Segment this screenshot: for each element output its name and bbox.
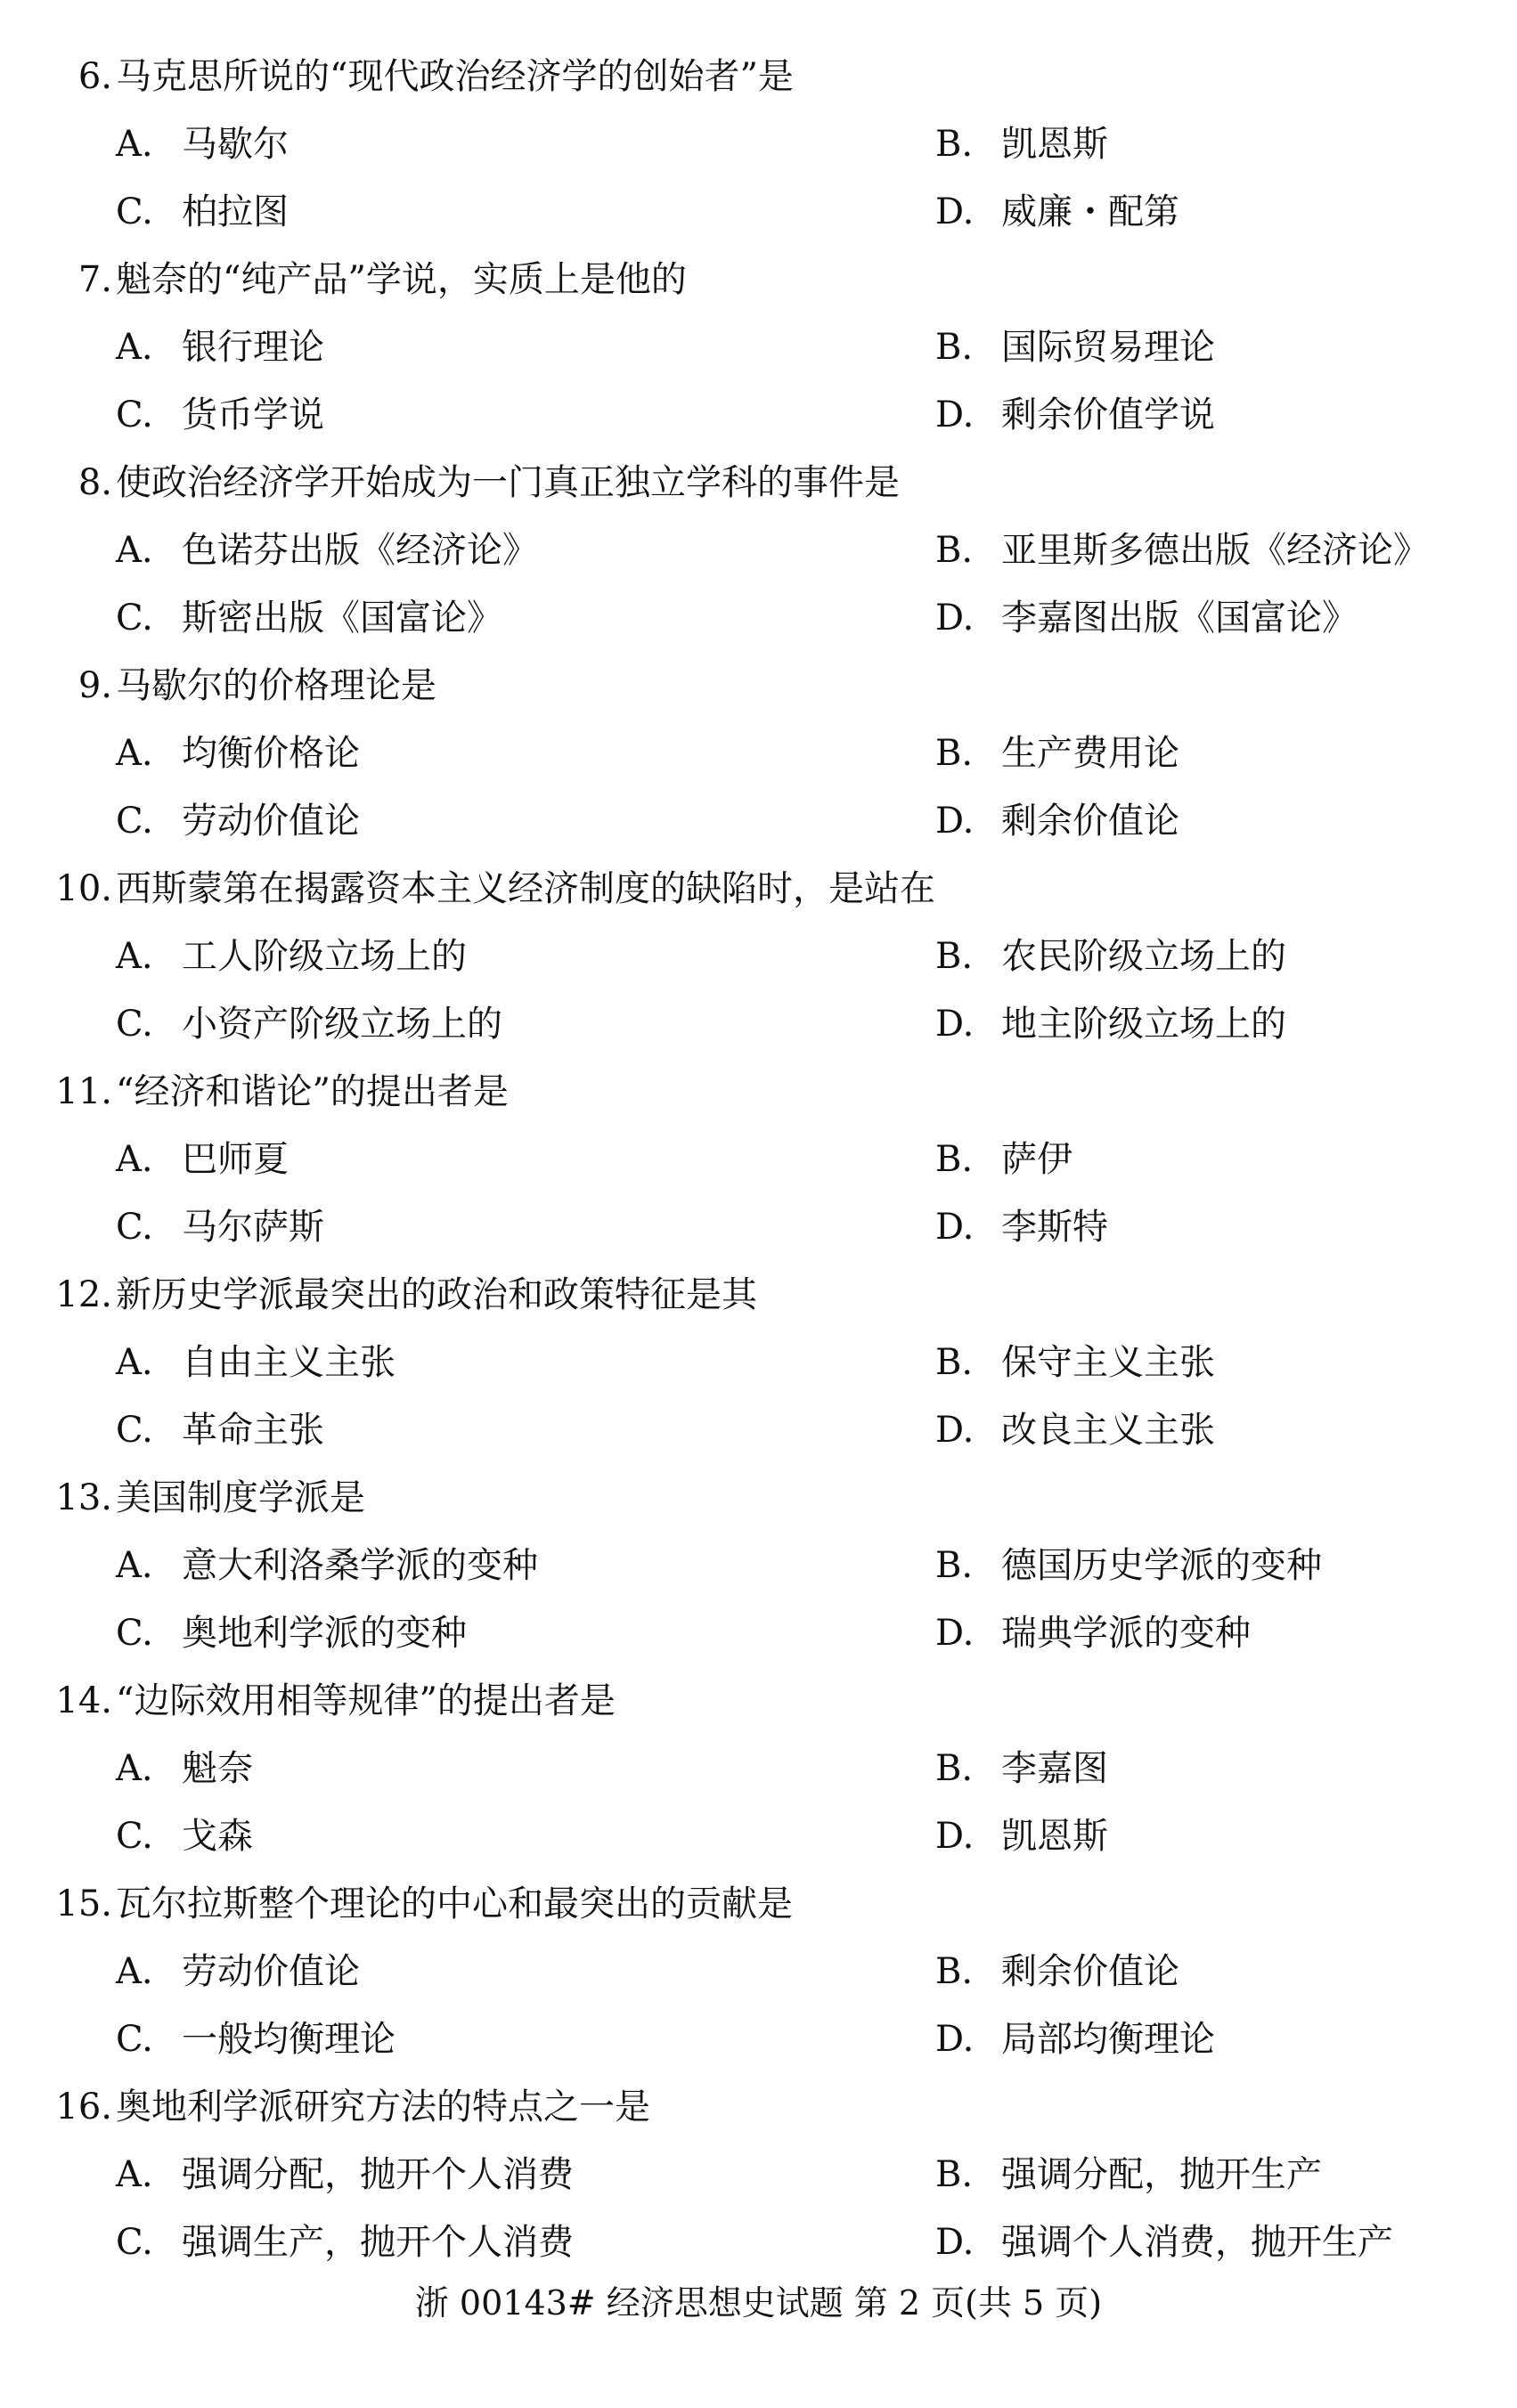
- option-text: 改良主义主张: [1001, 1410, 1215, 1451]
- option-text: 一般均衡理论: [182, 2019, 396, 2060]
- option-letter: D.: [935, 2019, 975, 2060]
- question-number: 7.: [77, 259, 112, 300]
- option-letter: A.: [116, 124, 153, 165]
- option-text: 革命主张: [182, 1410, 324, 1451]
- question-number: 15.: [55, 1883, 112, 1924]
- option-letter: C.: [116, 191, 153, 232]
- question-number: 14.: [55, 1680, 112, 1721]
- option-item: [935, 720, 1179, 787]
- option-letter: A.: [116, 327, 153, 368]
- option-row: [116, 720, 1480, 787]
- option-letter: C.: [116, 1410, 153, 1451]
- option-text: 瑞典学派的变种: [1001, 1613, 1251, 1654]
- question-item: [55, 652, 1480, 855]
- question-stem: [55, 652, 1480, 720]
- option-letter: C.: [116, 801, 153, 842]
- option-group: [55, 923, 1480, 1058]
- option-letter: A.: [116, 1545, 153, 1586]
- option-text: 意大利洛桑学派的变种: [182, 1545, 538, 1586]
- option-text: 自由主义主张: [182, 1342, 396, 1383]
- option-item: [935, 923, 1286, 990]
- option-text: 强调分配，抛开个人消费: [182, 2154, 574, 2195]
- option-item: [935, 1938, 1179, 2005]
- page-footer: 浙 00143# 经济思想史试题 第 2 页(共 5 页): [414, 2283, 1103, 2323]
- option-letter: B.: [935, 124, 974, 165]
- option-letter: D.: [935, 1207, 975, 1248]
- option-letter: A.: [116, 530, 153, 571]
- question-number: 9.: [77, 665, 112, 706]
- option-letter: A.: [116, 1748, 153, 1789]
- option-letter: B.: [935, 1545, 974, 1586]
- question-number: 6.: [77, 56, 112, 97]
- option-item: [116, 923, 467, 990]
- option-row: [116, 1802, 1480, 1870]
- option-row: [116, 1599, 1480, 1667]
- question-stem: [55, 43, 1480, 110]
- option-item: [116, 110, 289, 178]
- question-item: [55, 449, 1480, 652]
- option-row: [116, 990, 1480, 1058]
- option-letter: A.: [116, 2154, 153, 2195]
- option-item: [116, 313, 324, 381]
- option-letter: C.: [116, 2019, 153, 2060]
- option-letter: D.: [935, 1816, 975, 1857]
- question-text: “经济和谐论”的提出者是: [116, 1071, 509, 1112]
- option-row: [116, 2005, 1480, 2073]
- option-row: [116, 2209, 1480, 2276]
- option-text: 剩余价值论: [1001, 1951, 1179, 1992]
- question-list: [55, 43, 1480, 2276]
- option-item: [935, 381, 1215, 449]
- option-text: 保守主义主张: [1001, 1342, 1215, 1383]
- question-stem: [55, 1870, 1480, 1938]
- option-letter: A.: [116, 1951, 153, 1992]
- option-text: 马尔萨斯: [182, 1207, 324, 1248]
- option-row: [116, 178, 1480, 246]
- question-item: [55, 855, 1480, 1058]
- option-text: 李嘉图出版《国富论》: [1001, 598, 1358, 639]
- option-text: 农民阶级立场上的: [1001, 936, 1286, 977]
- option-row: [116, 313, 1480, 381]
- option-item: [116, 1193, 324, 1261]
- question-item: [55, 43, 1480, 246]
- option-item: [116, 584, 502, 652]
- option-item: [935, 1126, 1073, 1193]
- question-stem: [55, 246, 1480, 313]
- question-item: [55, 2073, 1480, 2276]
- option-item: [116, 2209, 574, 2276]
- option-text: 工人阶级立场上的: [182, 936, 467, 977]
- option-letter: D.: [935, 1613, 975, 1654]
- option-item: [935, 313, 1215, 381]
- option-item: [116, 1938, 360, 2005]
- option-item: [116, 787, 360, 855]
- option-item: [935, 110, 1108, 178]
- question-item: [55, 1667, 1480, 1870]
- option-text: 奥地利学派的变种: [182, 1613, 467, 1654]
- option-row: [116, 1735, 1480, 1802]
- option-text: 劳动价值论: [182, 1951, 360, 1992]
- option-row: [116, 381, 1480, 449]
- option-item: [116, 1329, 396, 1396]
- option-group: [55, 313, 1480, 449]
- option-letter: C.: [116, 1613, 153, 1654]
- option-letter: D.: [935, 395, 975, 435]
- question-text: 马克思所说的“现代政治经济学的创始者”是: [116, 56, 794, 97]
- option-item: [116, 1396, 324, 1464]
- option-text: 色诺芬出版《经济论》: [182, 530, 538, 571]
- question-text: 使政治经济学开始成为一门真正独立学科的事件是: [116, 462, 900, 503]
- option-row: [116, 2141, 1480, 2209]
- option-item: [116, 1599, 467, 1667]
- option-item: [116, 2141, 574, 2209]
- question-number: 13.: [55, 1477, 112, 1518]
- option-letter: B.: [935, 1951, 974, 1992]
- option-text: 国际贸易理论: [1001, 327, 1215, 368]
- question-stem: [55, 1667, 1480, 1735]
- option-letter: B.: [935, 936, 974, 977]
- option-text: 威廉・配第: [1001, 191, 1179, 232]
- option-text: 地主阶级立场上的: [1001, 1004, 1286, 1045]
- question-text: 奥地利学派研究方法的特点之一是: [116, 2087, 650, 2127]
- option-group: [55, 720, 1480, 855]
- option-letter: C.: [116, 1816, 153, 1857]
- option-row: [116, 787, 1480, 855]
- question-text: 新历史学派最突出的政治和政策特征是其: [116, 1274, 757, 1315]
- option-text: 马歇尔: [182, 124, 289, 165]
- option-letter: B.: [935, 1342, 974, 1383]
- option-group: [55, 1532, 1480, 1667]
- option-group: [55, 1329, 1480, 1464]
- option-letter: C.: [116, 598, 153, 639]
- option-text: 戈森: [182, 1816, 253, 1857]
- question-stem: [55, 449, 1480, 517]
- question-text: 魁奈的“纯产品”学说，实质上是他的: [116, 259, 687, 300]
- option-text: 巴师夏: [182, 1139, 289, 1180]
- question-number: 16.: [55, 2087, 112, 2127]
- question-stem: [55, 1464, 1480, 1532]
- question-number: 12.: [55, 1274, 112, 1315]
- option-text: 强调生产，抛开个人消费: [182, 2222, 574, 2263]
- option-text: 劳动价值论: [182, 801, 360, 842]
- question-text: “边际效用相等规律”的提出者是: [116, 1680, 616, 1721]
- question-stem: [55, 2073, 1480, 2141]
- question-item: [55, 1058, 1480, 1261]
- option-letter: A.: [116, 733, 153, 774]
- option-item: [116, 1735, 253, 1802]
- option-group: [55, 2141, 1480, 2276]
- option-text: 剩余价值学说: [1001, 395, 1215, 435]
- option-row: [116, 1396, 1480, 1464]
- option-letter: C.: [116, 1004, 153, 1045]
- option-item: [935, 1396, 1215, 1464]
- option-item: [116, 990, 502, 1058]
- option-text: 货币学说: [182, 395, 324, 435]
- option-text: 局部均衡理论: [1001, 2019, 1215, 2060]
- option-row: [116, 1938, 1480, 2005]
- option-group: [55, 517, 1480, 652]
- option-item: [116, 1126, 289, 1193]
- option-item: [935, 1532, 1322, 1599]
- option-text: 李嘉图: [1001, 1748, 1108, 1789]
- option-row: [116, 1329, 1480, 1396]
- option-letter: A.: [116, 936, 153, 977]
- question-stem: [55, 1261, 1480, 1329]
- option-item: [935, 1329, 1215, 1396]
- option-item: [935, 584, 1358, 652]
- question-number: 8.: [77, 462, 112, 503]
- question-text: 美国制度学派是: [116, 1477, 365, 1518]
- option-letter: B.: [935, 530, 974, 571]
- option-item: [935, 1599, 1251, 1667]
- option-letter: C.: [116, 395, 153, 435]
- question-stem: [55, 855, 1480, 923]
- option-text: 强调个人消费，抛开生产: [1001, 2222, 1393, 2263]
- option-letter: D.: [935, 2222, 975, 2263]
- option-text: 斯密出版《国富论》: [182, 598, 502, 639]
- option-letter: B.: [935, 1748, 974, 1789]
- option-item: [935, 1735, 1108, 1802]
- option-group: [55, 1735, 1480, 1870]
- option-row: [116, 923, 1480, 990]
- option-row: [116, 517, 1480, 584]
- option-letter: C.: [116, 2222, 153, 2263]
- option-group: [55, 1938, 1480, 2073]
- option-row: [116, 1193, 1480, 1261]
- option-item: [116, 517, 538, 584]
- option-item: [935, 1193, 1108, 1261]
- question-item: [55, 1464, 1480, 1667]
- option-letter: D.: [935, 1410, 975, 1451]
- option-text: 柏拉图: [182, 191, 289, 232]
- question-text: 马歇尔的价格理论是: [116, 665, 436, 706]
- option-row: [116, 1532, 1480, 1599]
- option-letter: C.: [116, 1207, 153, 1248]
- option-text: 德国历史学派的变种: [1001, 1545, 1322, 1586]
- option-text: 银行理论: [182, 327, 324, 368]
- option-letter: B.: [935, 733, 974, 774]
- option-row: [116, 110, 1480, 178]
- question-text: 西斯蒙第在揭露资本主义经济制度的缺陷时，是站在: [116, 868, 935, 909]
- option-row: [116, 584, 1480, 652]
- option-letter: B.: [935, 1139, 974, 1180]
- option-text: 凯恩斯: [1001, 124, 1108, 165]
- option-group: [55, 1126, 1480, 1261]
- option-item: [935, 1802, 1108, 1870]
- option-text: 萨伊: [1001, 1139, 1073, 1180]
- option-text: 生产费用论: [1001, 733, 1179, 774]
- option-text: 均衡价格论: [182, 733, 360, 774]
- option-letter: D.: [935, 801, 975, 842]
- option-letter: B.: [935, 2154, 974, 2195]
- option-text: 小资产阶级立场上的: [182, 1004, 502, 1045]
- option-letter: D.: [935, 191, 975, 232]
- question-stem: [55, 1058, 1480, 1126]
- option-group: [55, 110, 1480, 246]
- option-letter: D.: [935, 1004, 975, 1045]
- option-item: [116, 720, 360, 787]
- question-number: 11.: [55, 1071, 112, 1112]
- option-text: 剩余价值论: [1001, 801, 1179, 842]
- question-item: [55, 1870, 1480, 2073]
- option-item: [935, 2141, 1322, 2209]
- question-item: [55, 1261, 1480, 1464]
- option-letter: A.: [116, 1139, 153, 1180]
- option-item: [935, 2209, 1393, 2276]
- option-text: 亚里斯多德出版《经济论》: [1001, 530, 1429, 571]
- option-item: [935, 990, 1286, 1058]
- option-item: [116, 1802, 253, 1870]
- option-letter: B.: [935, 327, 974, 368]
- option-item: [116, 178, 289, 246]
- option-text: 魁奈: [182, 1748, 253, 1789]
- option-item: [116, 2005, 396, 2073]
- question-text: 瓦尔拉斯整个理论的中心和最突出的贡献是: [116, 1883, 793, 1924]
- question-number: 10.: [55, 868, 112, 909]
- option-text: 强调分配，抛开生产: [1001, 2154, 1322, 2195]
- option-row: [116, 1126, 1480, 1193]
- option-text: 李斯特: [1001, 1207, 1108, 1248]
- option-item: [935, 2005, 1215, 2073]
- option-item: [116, 1532, 538, 1599]
- option-text: 凯恩斯: [1001, 1816, 1108, 1857]
- option-letter: A.: [116, 1342, 153, 1383]
- option-item: [935, 178, 1179, 246]
- question-item: [55, 246, 1480, 449]
- option-item: [116, 381, 324, 449]
- option-item: [935, 517, 1429, 584]
- option-item: [935, 787, 1179, 855]
- option-letter: D.: [935, 598, 975, 639]
